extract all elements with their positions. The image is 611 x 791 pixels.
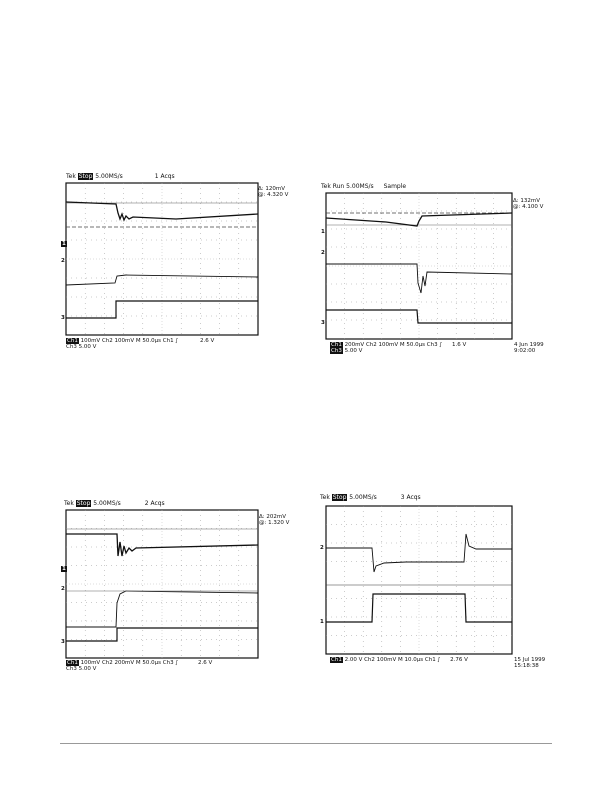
timebase: M 50.0µs	[135, 338, 162, 344]
footer-line-2	[66, 344, 214, 350]
tek-label: Tek	[66, 173, 76, 180]
sample-rate: 5.00MS/s	[346, 183, 374, 190]
trigger-level: 2.76 V	[450, 657, 468, 663]
channel-1-marker: 1	[62, 241, 66, 247]
ch3-scale: 5.00 V	[78, 666, 97, 672]
scope-screen	[66, 183, 258, 335]
ch1-scale: 200mV	[344, 342, 365, 348]
ch2-scale: 200mV	[114, 660, 135, 666]
channel-2-marker: 2	[321, 250, 325, 256]
footer-line-2	[330, 348, 466, 354]
acquisition-count: Sample	[383, 183, 407, 190]
channel-2-marker: 2	[61, 258, 65, 264]
acquisition-count: 3 Acqs	[400, 494, 421, 501]
at-readout: @: 4.320 V	[258, 192, 289, 198]
trigger-level: 2.6 V	[199, 338, 215, 344]
acquisition-mode: Stop	[76, 500, 91, 507]
trigger-source: Ch1 ∫	[424, 657, 441, 663]
trigger-level: 2.6 V	[197, 660, 213, 666]
channel-1-marker: 1	[321, 229, 325, 235]
tek-label: Tek	[321, 183, 331, 190]
ch1-scale: 2.00 V	[344, 657, 363, 663]
timebase: M 50.0µs	[399, 342, 426, 348]
delta-readout: Δ: 132mV	[513, 198, 540, 204]
ch2-scale: 100mV	[378, 342, 399, 348]
channel-3-marker: 3	[61, 315, 65, 321]
ch3-label: Ch3	[331, 348, 342, 354]
scope-header	[321, 183, 406, 190]
ch1-label: Ch1	[67, 338, 78, 344]
ch3-label: Ch3	[66, 666, 77, 672]
acquisition-mode: Stop	[78, 173, 93, 180]
timebase: M 10.0µs	[398, 657, 424, 663]
tek-label: Tek	[64, 500, 74, 507]
ch1-scale: 100mV	[80, 660, 101, 666]
scope-header	[64, 500, 165, 507]
at-readout: @: 4.100 V	[513, 204, 544, 210]
scope-screen	[326, 506, 512, 654]
trigger-source: Ch3 ∫	[162, 660, 179, 666]
trigger-level: 1.6 V	[451, 342, 467, 348]
sample-rate: 5.00MS/s	[95, 173, 123, 180]
delta-readout: Δ: 202mV	[259, 514, 286, 520]
footer-line-1	[330, 657, 468, 663]
ch1-label: Ch1	[67, 660, 78, 666]
measurement-readout	[259, 514, 289, 526]
channel-2-marker: 2	[320, 545, 324, 551]
ch1-label: Ch1	[331, 657, 342, 663]
tek-label: Tek	[320, 494, 330, 501]
channel-3-marker: 3	[61, 639, 65, 645]
ch2-scale: 100mV	[376, 657, 397, 663]
scope-footer	[330, 657, 468, 663]
scope-footer	[66, 660, 212, 672]
delta-readout: Δ: 120mV	[258, 186, 285, 192]
acquisition-count: 1 Acqs	[154, 173, 175, 180]
capture-date: 15 Jul 1999 15:18:38	[514, 657, 546, 669]
ch2-label: Ch2	[101, 338, 113, 344]
sample-rate: 5.00MS/s	[349, 494, 377, 501]
ch2-label: Ch2	[364, 657, 375, 663]
trigger-source: Ch1 ∫	[162, 338, 179, 344]
channel-1-marker: 1	[62, 566, 66, 572]
sample-rate: 5.00MS/s	[93, 500, 121, 507]
ch2-scale: 100mV	[114, 338, 135, 344]
acquisition-count: 2 Acqs	[144, 500, 165, 507]
scope-header	[66, 173, 175, 180]
timebase: M 50.0µs	[135, 660, 162, 666]
measurement-readout	[258, 186, 288, 198]
ch3-scale: 5.00 V	[78, 344, 97, 350]
scope-footer	[330, 342, 466, 354]
ch2-label: Ch2	[101, 660, 113, 666]
channel-1-marker: 1	[320, 619, 324, 625]
channel-2-marker: 2	[61, 586, 65, 592]
scope-screen	[326, 193, 512, 339]
ch1-scale: 100mV	[80, 338, 101, 344]
scope-screen	[66, 510, 258, 658]
scope-header	[320, 494, 421, 501]
at-readout: @: 1.320 V	[259, 520, 290, 526]
ch3-label: Ch3	[66, 344, 77, 350]
channel-3-marker: 3	[321, 320, 325, 326]
trigger-source: Ch3 ∫	[426, 342, 443, 348]
footer-line-2	[66, 666, 212, 672]
ch1-label: Ch1	[331, 342, 342, 348]
ch2-label: Ch2	[365, 342, 377, 348]
footer-divider	[60, 743, 552, 744]
ch3-scale: 5.00 V	[344, 348, 363, 354]
capture-date: 4 Jun 1999 9:02:00	[514, 342, 544, 354]
measurement-readout	[513, 198, 543, 210]
scope-footer	[66, 338, 214, 350]
acquisition-mode: Stop	[332, 494, 347, 501]
acquisition-mode: Run	[332, 183, 345, 190]
